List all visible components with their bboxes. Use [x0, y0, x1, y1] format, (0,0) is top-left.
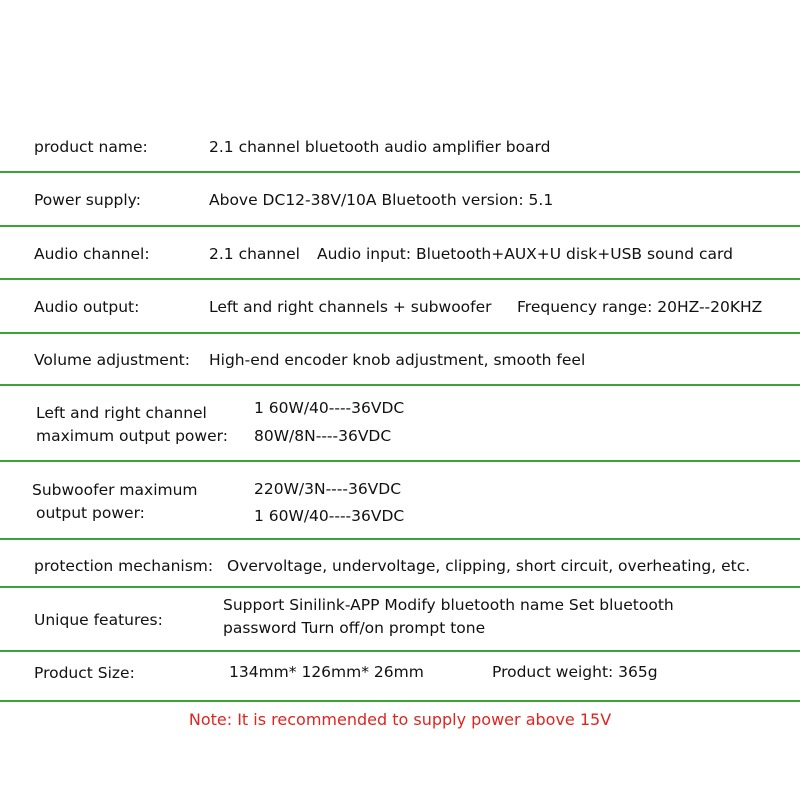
audio-input-value: Audio input: Bluetooth+AUX+U disk+USB sound card	[317, 245, 733, 263]
power-supply-label: Power supply:	[34, 191, 141, 209]
power-note: Note: It is recommended to supply power above 15V	[188, 710, 612, 729]
lr-power-label-1: Left and right channel	[36, 404, 207, 422]
features-value-1: Support Sinilink-APP Modify bluetooth name Set bluetooth	[223, 596, 674, 614]
sub-power-value-1: 220W/3N----36VDC	[254, 480, 402, 498]
features-label: Unique features:	[34, 611, 163, 629]
divider	[0, 700, 800, 702]
sub-power-label-1: Subwoofer maximum	[32, 481, 198, 499]
audio-channel-value: 2.1 channel	[209, 245, 300, 263]
sub-power-label-2: output power:	[36, 504, 145, 522]
audio-output-value: Left and right channels + subwoofer	[209, 298, 492, 316]
divider	[0, 460, 800, 462]
volume-label: Volume adjustment:	[34, 351, 190, 369]
protection-value: Overvoltage, undervoltage, clipping, short circuit, overheating, etc.	[227, 557, 751, 575]
divider	[0, 586, 800, 588]
divider	[0, 225, 800, 227]
sub-power-value-2: 1 60W/40----36VDC	[254, 507, 405, 525]
divider	[0, 171, 800, 173]
frequency-range-value: Frequency range: 20HZ--20KHZ	[517, 298, 763, 316]
audio-channel-label: Audio channel:	[34, 245, 150, 263]
divider	[0, 384, 800, 386]
divider	[0, 538, 800, 540]
product-name-label: product name:	[34, 138, 148, 156]
power-supply-value: Above DC12-38V/10A Bluetooth version: 5.1	[209, 191, 554, 209]
volume-value: High-end encoder knob adjustment, smooth feel	[209, 351, 586, 369]
protection-label: protection mechanism:	[34, 557, 214, 575]
size-value: 134mm* 126mm* 26mm	[229, 663, 424, 681]
weight-value: Product weight: 365g	[492, 663, 658, 681]
lr-power-value-2: 80W/8N----36VDC	[254, 427, 392, 445]
divider	[0, 278, 800, 280]
product-name-value: 2.1 channel bluetooth audio amplifier board	[209, 138, 551, 156]
lr-power-value-1: 1 60W/40----36VDC	[254, 399, 405, 417]
audio-output-label: Audio output:	[34, 298, 140, 316]
lr-power-label-2: maximum output power:	[36, 427, 228, 445]
divider	[0, 332, 800, 334]
divider	[0, 650, 800, 652]
features-value-2: password Turn off/on prompt tone	[223, 619, 486, 637]
size-label: Product Size:	[34, 664, 135, 682]
